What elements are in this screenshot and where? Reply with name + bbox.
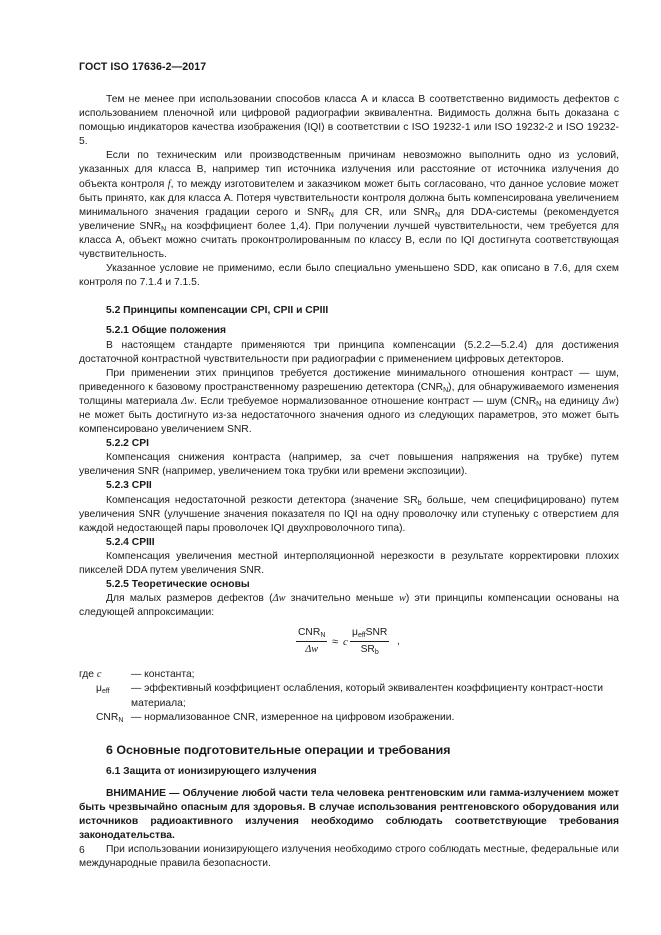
paragraph-class-b-conditions: Если по техническим или производственным причинам невозможно выполнить одно из условий, указанных для класса В, например тип источника излучения или расстояние от источника излучения до объекта контроля f, то между изготовителем и заказчиком может быть согласовано, что данное условие может быть принято, как для класса А. Потеря чувствительности контроля должна быть компенсирована увеличением минимального значения градации серого и $SNR_N$ для CR, или $SNR_N$ для DDA-системы (рекомендуется увеличение $SNR_N$ на коэффициент более 1,4). При получении лучшей чувствительности, чем требуется для класса А, объект можно считать проконтролированным по классу В, если по IQI достигнута соответствующая чувствительность.: [79, 150, 619, 261]
paragraph-visibility: Тем не менее при использовании способов класса А и класса В соответственно видимость дефектов с использованием пленочной или цифровой радиографии эквивалентна. Видимость должна быть доказана с помощью индикаторов качества изображения (IQI) в соответствии с ISO 19232-1 или ISO 19232-2 и ISO 19232-5.: [79, 94, 619, 148]
section-heading-5-2-2: 5.2.2 CPI: [106, 438, 149, 450]
section-heading-5-2-4: 5.2.4 CPIII: [106, 536, 155, 548]
paragraph-5-2-1-a: В настоящем стандарте применяются три принципа компенсации (5.2.2—5.2.4) для достижения достаточной контрастной чувствительности при радиографии с применением цифровых детекторов.: [79, 339, 619, 365]
section-heading-5-2: 5.2 Принципы компенсации CPI, CPII и CPIII: [106, 305, 329, 317]
section-heading-5-2-3: 5.2.3 CPII: [106, 480, 152, 492]
paragraph-5-2-3: Компенсация недостаточной резкости детектора (значение $SR_b$ больше, чем специфицировано) путем увеличения SNR (улучшение значения показателя по IQI на одну проволочку или ступеньку с отверстием для каждой недостающей пары проволочек IQI двухпроволочного типа).: [79, 494, 619, 534]
section-heading-6: 6 Основные подготовительные операции и требования: [106, 742, 451, 757]
paragraph-sdd-note: Указанное условие не применимо, если было специально уменьшено SDD, как описано в 7.6, для схем контроля по 7.1.4 и 7.1.5.: [79, 263, 619, 289]
where-cnr-n: $CNR_N$ — нормализованное CNR, измеренное на цифровом изображении.: [96, 711, 455, 724]
section-heading-5-2-1: 5.2.1 Общие положения: [106, 325, 226, 337]
document-header: ГОСТ ISO 17636-2—2017: [79, 61, 207, 73]
formula-rhs-fraction: $\mu_{eff}SNR$ $SR_b$: [352, 627, 388, 657]
where-constant-c: где c — константа;: [79, 669, 195, 681]
formula-constant-c: c: [343, 636, 348, 649]
section-heading-5-2-5: 5.2.5 Теоретические основы: [106, 579, 250, 591]
section-heading-6-1: 6.1 Защита от ионизирующего излучения: [106, 765, 317, 777]
formula-lhs-fraction: $CNR_N$ Δw: [298, 627, 326, 656]
approximation-formula: $CNR_N$ Δw ≈ c $\mu_{eff}SNR$ $SR_b$ ,: [298, 627, 400, 657]
paragraph-5-2-2: Компенсация снижения контраста (например, за счет повышения напряжения на трубке) путем увеличения SNR (например, увеличением тока трубки или времени экспозиции).: [79, 452, 619, 478]
paragraph-6-1: При использовании ионизирующего излучения необходимо строго соблюдать местные, федеральные или международные правила безопасности.: [79, 844, 619, 870]
paragraph-5-2-1-b: При применении этих принципов требуется достижение минимального отношения контраст — шум, приведенного к базовому пространственному разрешению детектора $(CNR_N)$, для обнаруживаемого изменения толщины материала Δw. Если требуемое нормализованное отношение контраст — шум ($CNR_N$ на единицу Δw) не может быть достигнуто из-за недостаточного значения одного из следующих параметров, это может быть компенсировано увеличением SNR.: [79, 367, 619, 436]
where-mu-eff: $\mu_{eff}$ — эффективный коэффициент ослабления, который эквивалентен коэффициенту контраст-ности материала;: [96, 683, 604, 709]
paragraph-5-2-4: Компенсация увеличения местной интерполяционной нерезкости в результате корректировки плохих пикселей DDA путем увеличения SNR.: [79, 550, 619, 576]
paragraph-5-2-5: Для малых размеров дефектов (Δw значительно меньше w) эти принципы компенсации основаны на следующей аппроксимации:: [79, 593, 619, 619]
formula-approx-sign: ≈: [332, 636, 339, 649]
radiation-warning: ВНИМАНИЕ — Облучение любой части тела человека рентгеновским или гамма-излучением может быть чрезвычайно опасным для здоровья. В случае использования рентгеновского оборудования или источников радиоактивного излучения необходимо соблюдать соответствующие требования законодательства.: [79, 787, 619, 842]
document-body: [79, 93, 619, 872]
page-number: 6: [79, 845, 85, 856]
